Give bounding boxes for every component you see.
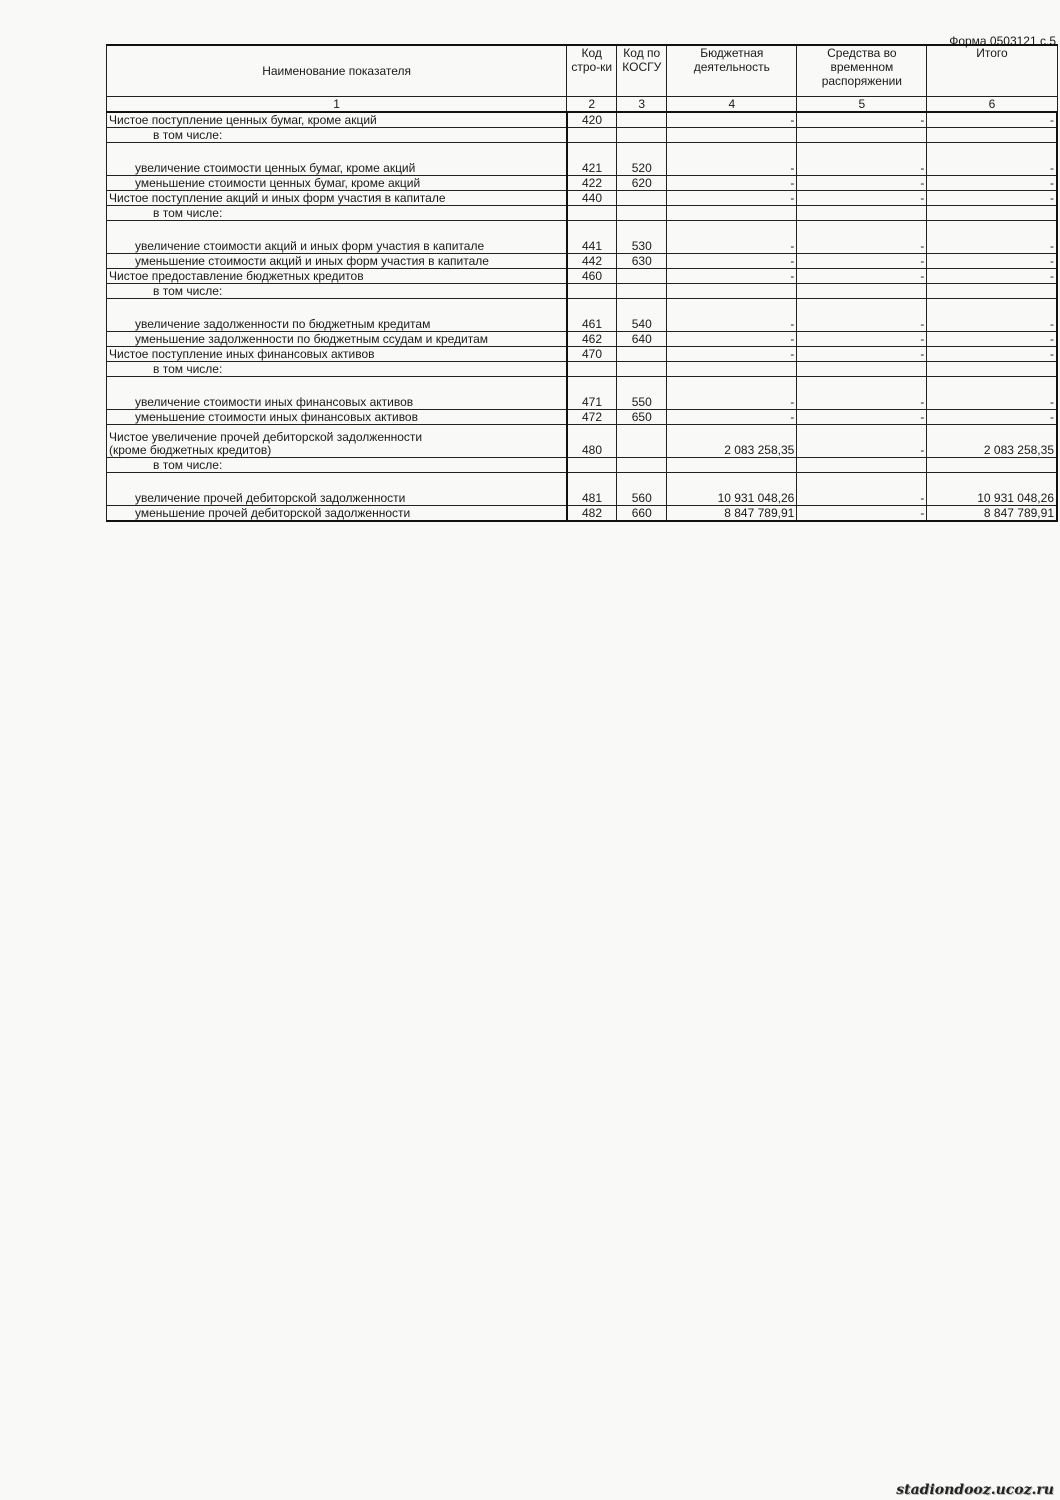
row-kosgu: 630 [617, 254, 667, 269]
row-total [927, 206, 1057, 221]
row-code [567, 458, 617, 473]
row-budget: - [667, 191, 797, 206]
row-temp: - [797, 332, 927, 347]
row-kosgu: 560 [617, 473, 667, 506]
row-total [927, 458, 1057, 473]
row-code: 421 [567, 143, 617, 176]
row-kosgu: 650 [617, 410, 667, 425]
table-row [107, 299, 1058, 332]
row-kosgu: 620 [617, 176, 667, 191]
table-row [107, 347, 1058, 362]
row-code: 471 [567, 377, 617, 410]
row-total: - [927, 269, 1057, 284]
row-code: 422 [567, 176, 617, 191]
row-temp: - [797, 506, 927, 522]
row-budget: - [667, 112, 797, 128]
row-kosgu: 530 [617, 221, 667, 254]
row-temp: - [797, 269, 927, 284]
column-number: 5 [797, 97, 927, 113]
table-row [107, 332, 1058, 347]
table-row [107, 473, 1058, 506]
row-budget: - [667, 332, 797, 347]
table-row [107, 269, 1058, 284]
row-code: 482 [567, 506, 617, 522]
row-kosgu: 660 [617, 506, 667, 522]
row-budget: 2 083 258,35 [667, 425, 797, 458]
row-code: 470 [567, 347, 617, 362]
row-total: 2 083 258,35 [927, 425, 1057, 458]
table-row [107, 112, 1058, 128]
header-code: Код стро-ки [567, 45, 617, 97]
row-kosgu: 640 [617, 332, 667, 347]
row-budget: - [667, 176, 797, 191]
row-code [567, 284, 617, 299]
row-kosgu [617, 425, 667, 458]
form-label: Форма 0503121 с.5 [949, 34, 1056, 48]
row-budget [667, 284, 797, 299]
table-row [107, 206, 1058, 221]
table-row [107, 128, 1058, 143]
row-name: в том числе: [107, 128, 567, 143]
row-code: 481 [567, 473, 617, 506]
row-total: - [927, 112, 1057, 128]
row-total: 10 931 048,26 [927, 473, 1057, 506]
table-row [107, 506, 1058, 522]
row-name: Чистое поступление акций и иных форм участия в капитале [107, 191, 567, 206]
row-code: 462 [567, 332, 617, 347]
row-code: 480 [567, 425, 617, 458]
row-budget: - [667, 410, 797, 425]
row-total: - [927, 221, 1057, 254]
row-kosgu: 550 [617, 377, 667, 410]
row-total [927, 284, 1057, 299]
row-total: - [927, 377, 1057, 410]
row-name: уменьшение прочей дебиторской задолженности [107, 506, 567, 522]
table-row [107, 377, 1058, 410]
row-budget: - [667, 143, 797, 176]
row-kosgu [617, 362, 667, 377]
row-budget: - [667, 221, 797, 254]
row-kosgu [617, 269, 667, 284]
row-code: 440 [567, 191, 617, 206]
column-number-row [107, 97, 1058, 113]
row-name: увеличение прочей дебиторской задолженности [107, 473, 567, 506]
row-name-line2: (кроме бюджетных кредитов) [109, 443, 272, 457]
column-number: 1 [107, 97, 567, 113]
row-temp: - [797, 143, 927, 176]
row-kosgu [617, 347, 667, 362]
row-total: - [927, 332, 1057, 347]
row-total [927, 362, 1057, 377]
table-row [107, 410, 1058, 425]
row-budget: - [667, 377, 797, 410]
row-total: - [927, 410, 1057, 425]
table-row [107, 458, 1058, 473]
row-total: - [927, 347, 1057, 362]
row-total: 8 847 789,91 [927, 506, 1057, 522]
row-name: уменьшение стоимости ценных бумаг, кроме акций [107, 176, 567, 191]
row-total: - [927, 299, 1057, 332]
row-kosgu [617, 112, 667, 128]
row-kosgu [617, 284, 667, 299]
row-total: - [927, 254, 1057, 269]
row-name: увеличение задолженности по бюджетным кредитам [107, 299, 567, 332]
table-row [107, 176, 1058, 191]
row-code [567, 206, 617, 221]
row-total: - [927, 191, 1057, 206]
row-code [567, 128, 617, 143]
table-row [107, 425, 1058, 458]
row-name: Чистое поступление иных финансовых активов [107, 347, 567, 362]
row-temp: - [797, 221, 927, 254]
row-temp: - [797, 299, 927, 332]
row-code: 441 [567, 221, 617, 254]
column-number: 4 [667, 97, 797, 113]
table-row [107, 221, 1058, 254]
row-name: уменьшение задолженности по бюджетным ссудам и кредитам [107, 332, 567, 347]
row-temp: - [797, 377, 927, 410]
row-total [927, 128, 1057, 143]
table-row [107, 191, 1058, 206]
table-row [107, 143, 1058, 176]
row-name [107, 425, 567, 458]
column-number: 3 [617, 97, 667, 113]
row-name: в том числе: [107, 458, 567, 473]
row-name: уменьшение стоимости акций и иных форм участия в капитале [107, 254, 567, 269]
header-budget: Бюджетная деятельность [667, 45, 797, 97]
row-temp: - [797, 410, 927, 425]
header-total: Итого [927, 45, 1057, 97]
row-name: Чистое поступление ценных бумаг, кроме акций [107, 112, 567, 128]
row-kosgu: 520 [617, 143, 667, 176]
table-row [107, 362, 1058, 377]
row-name: увеличение стоимости акций и иных форм участия в капитале [107, 221, 567, 254]
header-row [107, 45, 1058, 97]
row-temp: - [797, 191, 927, 206]
row-budget: - [667, 254, 797, 269]
row-name: в том числе: [107, 206, 567, 221]
row-name-line1: Чистое увеличение прочей дебиторской задолженности [109, 430, 423, 444]
row-code [567, 362, 617, 377]
row-temp [797, 458, 927, 473]
header-name: Наименование показателя [107, 45, 567, 97]
row-temp [797, 206, 927, 221]
row-name: увеличение стоимости иных финансовых активов [107, 377, 567, 410]
row-temp: - [797, 347, 927, 362]
row-temp: - [797, 425, 927, 458]
row-budget: 10 931 048,26 [667, 473, 797, 506]
row-kosgu [617, 191, 667, 206]
table-row [107, 284, 1058, 299]
row-name: в том числе: [107, 284, 567, 299]
header-kosgu: Код по КОСГУ [617, 45, 667, 97]
row-name: уменьшение стоимости иных финансовых активов [107, 410, 567, 425]
row-temp [797, 284, 927, 299]
row-total: - [927, 143, 1057, 176]
row-name: увеличение стоимости ценных бумаг, кроме акций [107, 143, 567, 176]
row-kosgu [617, 458, 667, 473]
row-budget: - [667, 299, 797, 332]
column-number: 2 [567, 97, 617, 113]
row-temp: - [797, 254, 927, 269]
row-budget: 8 847 789,91 [667, 506, 797, 522]
row-kosgu [617, 128, 667, 143]
row-budget: - [667, 269, 797, 284]
row-kosgu: 540 [617, 299, 667, 332]
row-temp: - [797, 473, 927, 506]
row-code: 461 [567, 299, 617, 332]
header-temp: Средства во временном распоряжении [797, 45, 927, 97]
row-code: 442 [567, 254, 617, 269]
row-budget: - [667, 347, 797, 362]
row-name: Чистое предоставление бюджетных кредитов [107, 269, 567, 284]
row-temp [797, 362, 927, 377]
row-budget [667, 128, 797, 143]
row-temp [797, 128, 927, 143]
row-code: 472 [567, 410, 617, 425]
row-temp: - [797, 176, 927, 191]
row-name: в том числе: [107, 362, 567, 377]
watermark-text: stadiondooz.ucoz.ru [896, 1482, 1054, 1498]
table-row [107, 254, 1058, 269]
row-temp: - [797, 112, 927, 128]
row-code: 420 [567, 112, 617, 128]
row-budget [667, 206, 797, 221]
row-total: - [927, 176, 1057, 191]
column-number: 6 [927, 97, 1057, 113]
row-budget [667, 458, 797, 473]
row-code: 460 [567, 269, 617, 284]
report-table [106, 44, 1058, 522]
row-kosgu [617, 206, 667, 221]
row-budget [667, 362, 797, 377]
